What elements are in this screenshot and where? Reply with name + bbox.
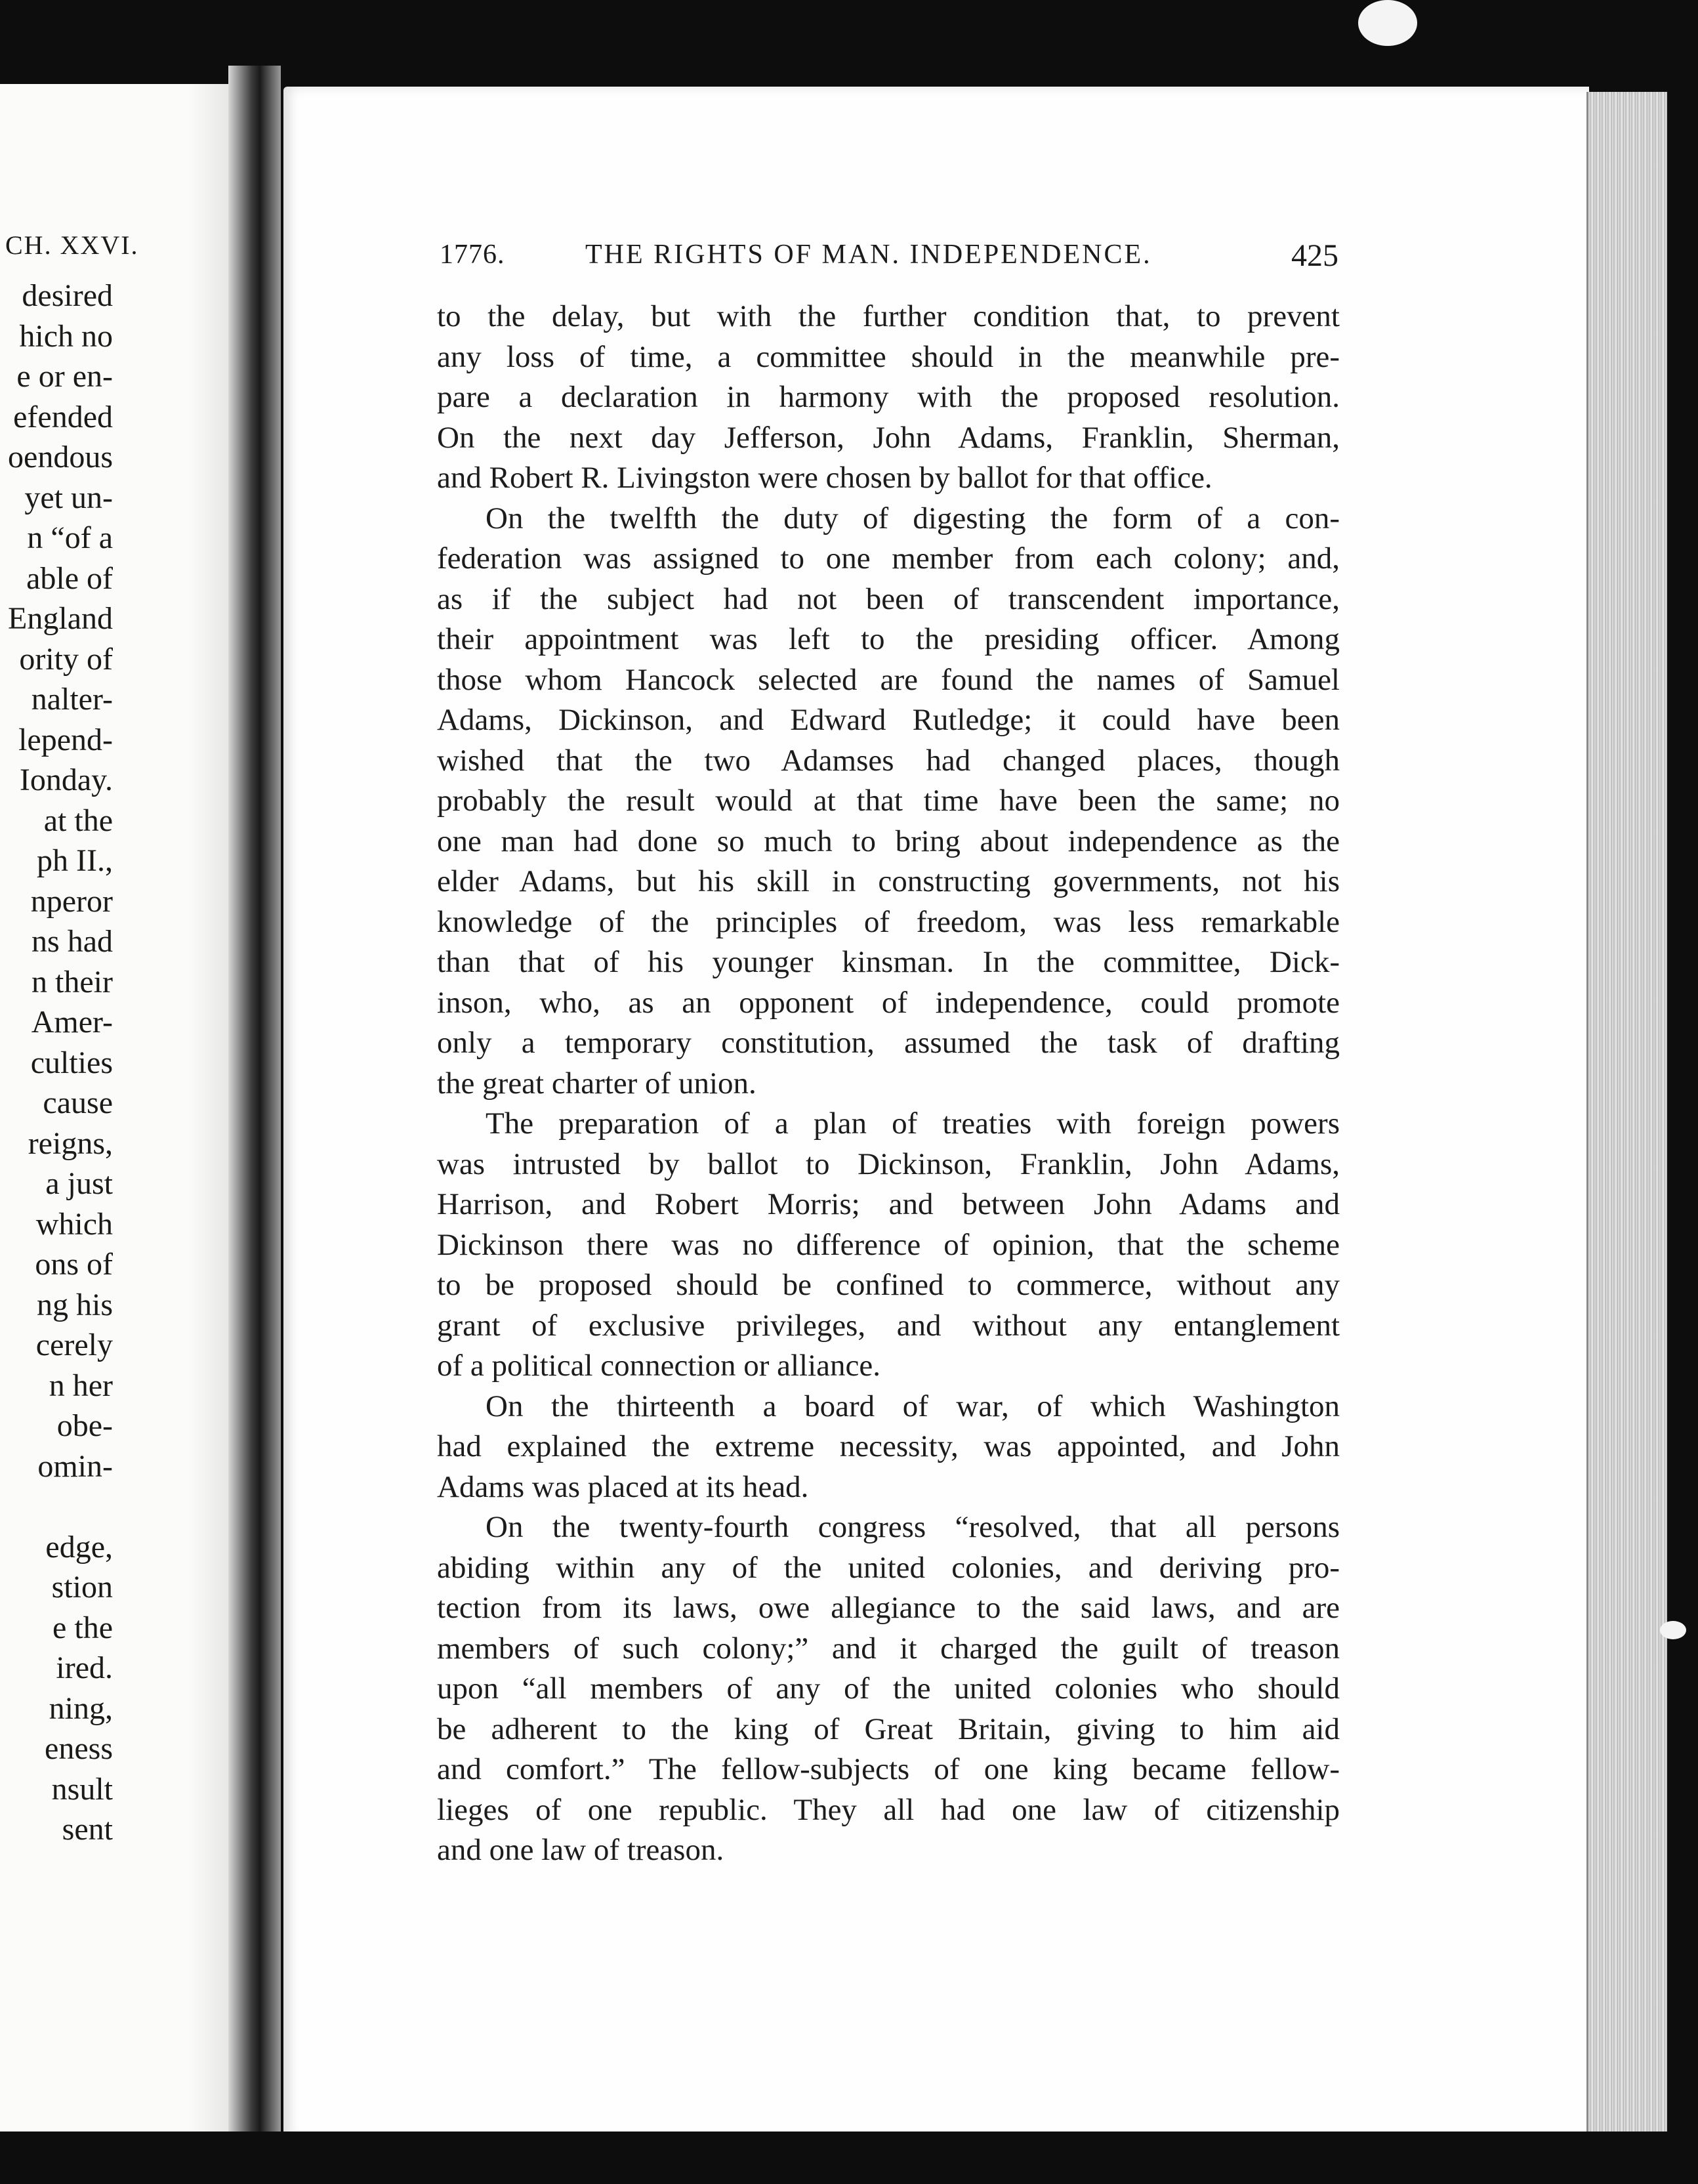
text-line: elder Adams, but his skill in constructing governments, not his <box>437 864 1340 898</box>
text-line: to the delay, but with the further condition that, to prevent <box>437 299 1340 333</box>
previous-page-line: lepend- <box>18 722 113 757</box>
previous-page-line: desired <box>22 278 113 313</box>
text-line: On the twelfth the duty of digesting the form of a con- <box>486 501 1340 536</box>
previous-page-line: Amer- <box>31 1005 113 1040</box>
text-line: was intrusted by ballot to Dickinson, Franklin, John Adams, <box>437 1146 1340 1181</box>
previous-page-line: cerely <box>35 1328 113 1362</box>
text-line: and comfort.” The fellow-subjects of one king became fellow- <box>437 1752 1340 1786</box>
text-line: their appointment was left to the presiding officer. Among <box>437 622 1340 656</box>
text-line: lieges of one republic. They all had one law of citizenship <box>437 1792 1340 1827</box>
text-line: Dickinson there was no difference of opinion, that the scheme <box>437 1227 1340 1262</box>
previous-page-line <box>0 1486 113 1527</box>
previous-page-line: able of <box>26 560 113 596</box>
text-line: inson, who, as an opponent of independence, could promote <box>437 985 1340 1020</box>
text-line: Adams was placed at its head. <box>437 1469 809 1504</box>
text-line: federation was assigned to one member from each colony; and, <box>437 541 1340 576</box>
running-head-year: 1776. <box>440 240 505 270</box>
text-line: as if the subject had not been of transcendent importance, <box>437 581 1340 616</box>
previous-page-line: at the <box>43 803 113 838</box>
previous-page-line: Ionday. <box>19 763 113 797</box>
text-line: only a temporary constitution, assumed the task of drafting <box>437 1026 1340 1060</box>
paragraph <box>437 499 1340 1104</box>
text-line: upon “all members of any of the united colonies who should <box>437 1671 1340 1706</box>
running-head <box>440 239 1338 278</box>
previous-page-line: ph II., <box>37 843 113 878</box>
paragraph <box>437 1387 1340 1508</box>
previous-page-line: reigns, <box>28 1125 113 1161</box>
previous-page-line: yet un- <box>24 480 113 515</box>
text-line: The preparation of a plan of treaties with foreign powers <box>486 1106 1340 1141</box>
text-line: On the twenty-fourth congress “resolved, that all persons <box>486 1510 1340 1544</box>
previous-page-line: nsult <box>51 1771 113 1807</box>
scan-speck <box>1358 0 1417 46</box>
page-number: 425 <box>1291 238 1338 273</box>
text-line: pare a declaration in harmony with the proposed resolution. <box>437 380 1340 414</box>
previous-page-line: ning, <box>49 1690 113 1726</box>
previous-page-line: omin- <box>37 1448 113 1484</box>
text-line: those whom Hancock selected are found the names of Samuel <box>437 662 1340 697</box>
text-line: any loss of time, a committee should in the meanwhile pre- <box>437 339 1340 374</box>
text-line: members of such colony;” and it charged the guilt of treason <box>437 1631 1340 1666</box>
previous-page-line: efended <box>13 399 113 434</box>
gutter-shadow <box>189 84 228 2132</box>
text-line: to be proposed should be confined to commerce, without any <box>437 1268 1340 1302</box>
previous-page-line: obe- <box>56 1408 113 1443</box>
running-head-title: THE RIGHTS OF MAN. INDEPENDENCE. <box>585 240 1152 270</box>
text-line: probably the result would at that time have been the same; no <box>437 784 1340 818</box>
previous-page-line: nperor <box>30 883 113 919</box>
previous-page-line: n her <box>49 1368 113 1403</box>
text-line: On the next day Jefferson, John Adams, Franklin, Sherman, <box>437 420 1340 455</box>
previous-page-line: ority of <box>19 641 113 677</box>
text-line: and one law of treason. <box>437 1833 724 1867</box>
previous-page-line: ons of <box>35 1247 113 1282</box>
text-line: On the thirteenth a board of war, of which Washington <box>486 1389 1340 1423</box>
previous-page-line: e or en- <box>16 359 113 394</box>
previous-page-line: n their <box>31 964 113 999</box>
text-line: knowledge of the principles of freedom, was less remarkable <box>437 904 1340 939</box>
text-line: tection from its laws, owe allegiance to the said laws, and are <box>437 1591 1340 1625</box>
previous-page-line: nalter- <box>31 682 113 717</box>
book-spine <box>228 66 281 2152</box>
previous-page-line: hich no <box>19 318 113 354</box>
previous-page-line: culties <box>30 1045 113 1080</box>
previous-page-line: a just <box>45 1166 113 1201</box>
previous-page-line: eness <box>45 1731 113 1766</box>
text-line: wished that the two Adamses had changed places, though <box>437 743 1340 778</box>
scan-border-bottom <box>228 2132 1672 2184</box>
previous-page-line: ns had <box>31 924 113 959</box>
previous-page-running-head: CH. XXVI. <box>5 230 139 260</box>
text-line: than that of his younger kinsman. In the committee, Dick- <box>437 945 1340 979</box>
text-line: grant of exclusive privileges, and without any entanglement <box>437 1308 1340 1343</box>
previous-page-line: oendous <box>8 440 113 474</box>
previous-page-line: England <box>8 601 113 636</box>
previous-page-fragment <box>0 84 231 2132</box>
text-line: the great charter of union. <box>437 1066 756 1101</box>
text-line: and Robert R. Livingston were chosen by ballot for that office. <box>437 461 1212 495</box>
paragraph <box>437 297 1340 499</box>
text-line: Adams, Dickinson, and Edward Rutledge; it could have been <box>437 703 1340 737</box>
previous-page-line: edge, <box>45 1529 113 1564</box>
text-line: be adherent to the king of Great Britain, giving to him aid <box>437 1712 1340 1746</box>
previous-page-line: cause <box>43 1085 113 1120</box>
text-line: one man had done so much to bring about independence as the <box>437 824 1340 858</box>
previous-page-line: stion <box>51 1570 113 1605</box>
scan-speck <box>1660 1621 1686 1639</box>
text-line: had explained the extreme necessity, was appointed, and John <box>437 1429 1340 1463</box>
page-edges <box>1586 92 1667 2139</box>
text-line: abiding within any of the united colonies, and deriving pro- <box>437 1550 1340 1585</box>
previous-page-line: which <box>35 1206 113 1242</box>
paragraph <box>437 1104 1340 1387</box>
previous-page-line: e the <box>52 1610 113 1645</box>
text-line: Harrison, and Robert Morris; and between John Adams and <box>437 1187 1340 1221</box>
previous-page-line: ng his <box>36 1287 113 1322</box>
text-line: of a political connection or alliance. <box>437 1349 880 1383</box>
previous-page-line: ired. <box>56 1650 113 1685</box>
previous-page-text <box>0 276 113 1850</box>
previous-page-line: sent <box>62 1812 113 1847</box>
paragraph <box>437 1507 1340 1871</box>
previous-page-line: n “of a <box>27 520 113 555</box>
body-text <box>437 297 1340 1871</box>
